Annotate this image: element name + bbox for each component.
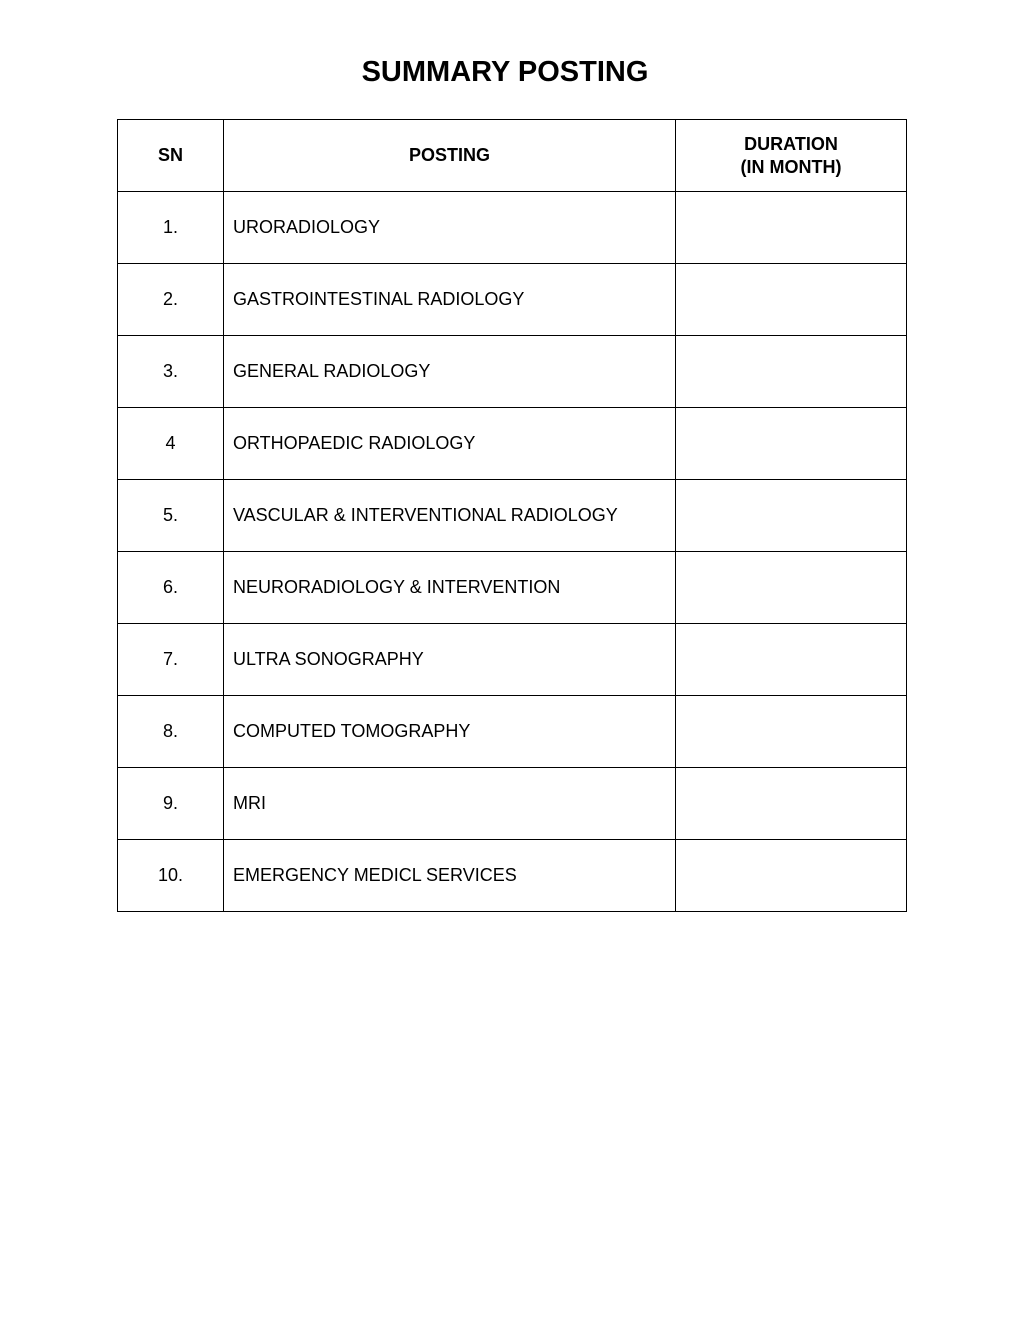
row-duration bbox=[676, 192, 907, 264]
row-posting: GASTROINTESTINAL RADIOLOGY bbox=[224, 264, 676, 336]
header-posting: POSTING bbox=[224, 120, 676, 192]
row-duration bbox=[676, 552, 907, 624]
header-duration bbox=[676, 120, 907, 192]
row-duration bbox=[676, 768, 907, 840]
table-header-row bbox=[118, 120, 907, 192]
row-sn: 2. bbox=[118, 264, 224, 336]
table-row bbox=[118, 696, 907, 768]
row-posting: URORADIOLOGY bbox=[224, 192, 676, 264]
row-duration bbox=[676, 264, 907, 336]
table-row bbox=[118, 192, 907, 264]
row-sn: 7. bbox=[118, 624, 224, 696]
header-duration-line2: (IN MONTH) bbox=[740, 156, 842, 177]
row-posting: EMERGENCY MEDICL SERVICES bbox=[224, 840, 676, 912]
row-duration bbox=[676, 408, 907, 480]
summary-posting-table bbox=[117, 119, 907, 912]
row-sn: 6. bbox=[118, 552, 224, 624]
header-duration-line1: DURATION bbox=[744, 133, 838, 154]
table-row bbox=[118, 624, 907, 696]
row-sn: 1. bbox=[118, 192, 224, 264]
table-row bbox=[118, 264, 907, 336]
table-row bbox=[118, 336, 907, 408]
row-posting: ULTRA SONOGRAPHY bbox=[224, 624, 676, 696]
row-duration bbox=[676, 696, 907, 768]
table-row bbox=[118, 768, 907, 840]
table-row bbox=[118, 552, 907, 624]
row-posting: ORTHOPAEDIC RADIOLOGY bbox=[224, 408, 676, 480]
page-title: SUMMARY POSTING bbox=[361, 56, 649, 88]
row-posting: MRI bbox=[224, 768, 676, 840]
row-sn: 10. bbox=[118, 840, 224, 912]
header-sn: SN bbox=[118, 120, 224, 192]
table-row bbox=[118, 480, 907, 552]
row-sn: 3. bbox=[118, 336, 224, 408]
row-sn: 8. bbox=[118, 696, 224, 768]
row-duration bbox=[676, 840, 907, 912]
row-duration bbox=[676, 480, 907, 552]
row-duration bbox=[676, 336, 907, 408]
table-row bbox=[118, 840, 907, 912]
row-posting: GENERAL RADIOLOGY bbox=[224, 336, 676, 408]
row-posting: NEURORADIOLOGY & INTERVENTION bbox=[224, 552, 676, 624]
row-posting: COMPUTED TOMOGRAPHY bbox=[224, 696, 676, 768]
table-row bbox=[118, 408, 907, 480]
row-posting: VASCULAR & INTERVENTIONAL RADIOLOGY bbox=[224, 480, 676, 552]
row-sn: 5. bbox=[118, 480, 224, 552]
row-duration bbox=[676, 624, 907, 696]
row-sn: 4 bbox=[118, 408, 224, 480]
row-sn: 9. bbox=[118, 768, 224, 840]
